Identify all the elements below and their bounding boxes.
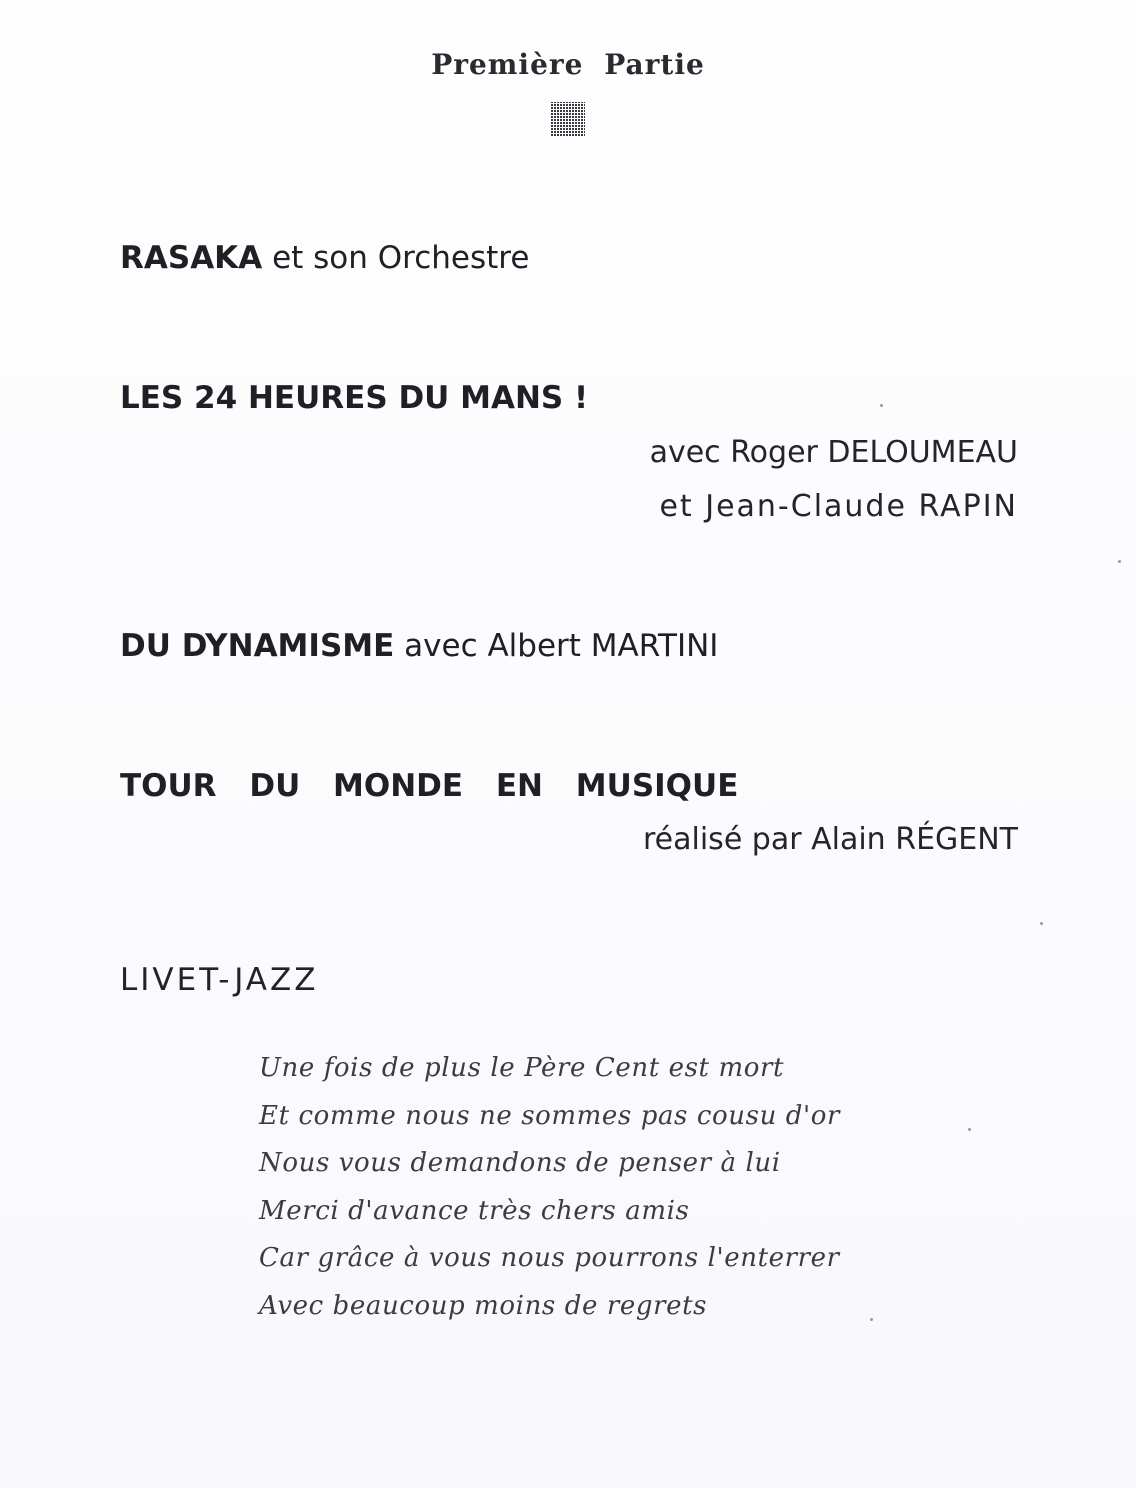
page-title: [0, 48, 1136, 81]
act-credit-line: et Jean-Claude RAPIN: [659, 489, 1018, 524]
page-title-word: Première: [431, 48, 584, 81]
act-title: RASAKA: [120, 240, 263, 276]
act-title: DU DYNAMISME: [120, 628, 395, 664]
grid-ornament-icon: [551, 102, 585, 136]
poem-line: Une fois de plus le Père Cent est mort: [259, 1053, 785, 1083]
act-subtitle: et son Orchestre: [272, 240, 530, 276]
act-rasaka: [120, 240, 529, 276]
act-tour-du-monde: [120, 768, 738, 804]
poem: [259, 1045, 840, 1330]
page-title-word: Partie: [604, 48, 705, 81]
act-title: LES 24 HEURES DU MANS !: [120, 380, 589, 416]
poem-line: Nous vous demandons de penser à lui: [259, 1148, 781, 1178]
paper-speck: [1118, 560, 1121, 563]
poem-line: Avec beaucoup moins de regrets: [259, 1290, 708, 1321]
act-24-heures: [120, 380, 588, 416]
poem-line: Car grâce à vous nous pourrons l'enterrer: [259, 1243, 840, 1273]
act-title: TOUR DU MONDE EN MUSIQUE: [120, 768, 739, 804]
paper-speck: [870, 1318, 873, 1321]
act-subtitle: avec Albert MARTINI: [404, 628, 719, 664]
act-credit-line: réalisé par Alain RÉGENT: [643, 822, 1018, 857]
paper-speck: [1040, 922, 1043, 925]
act-dynamisme: [120, 628, 718, 664]
poem-line: Et comme nous ne sommes pas cousu d'or: [259, 1100, 841, 1131]
paper-speck: [880, 404, 883, 407]
act-livet-jazz: LIVET-JAZZ: [120, 962, 319, 998]
paper-speck: [968, 1128, 971, 1131]
poem-line: Merci d'avance très chers amis: [259, 1195, 690, 1226]
act-credit-line: avec Roger DELOUMEAU: [649, 435, 1018, 470]
